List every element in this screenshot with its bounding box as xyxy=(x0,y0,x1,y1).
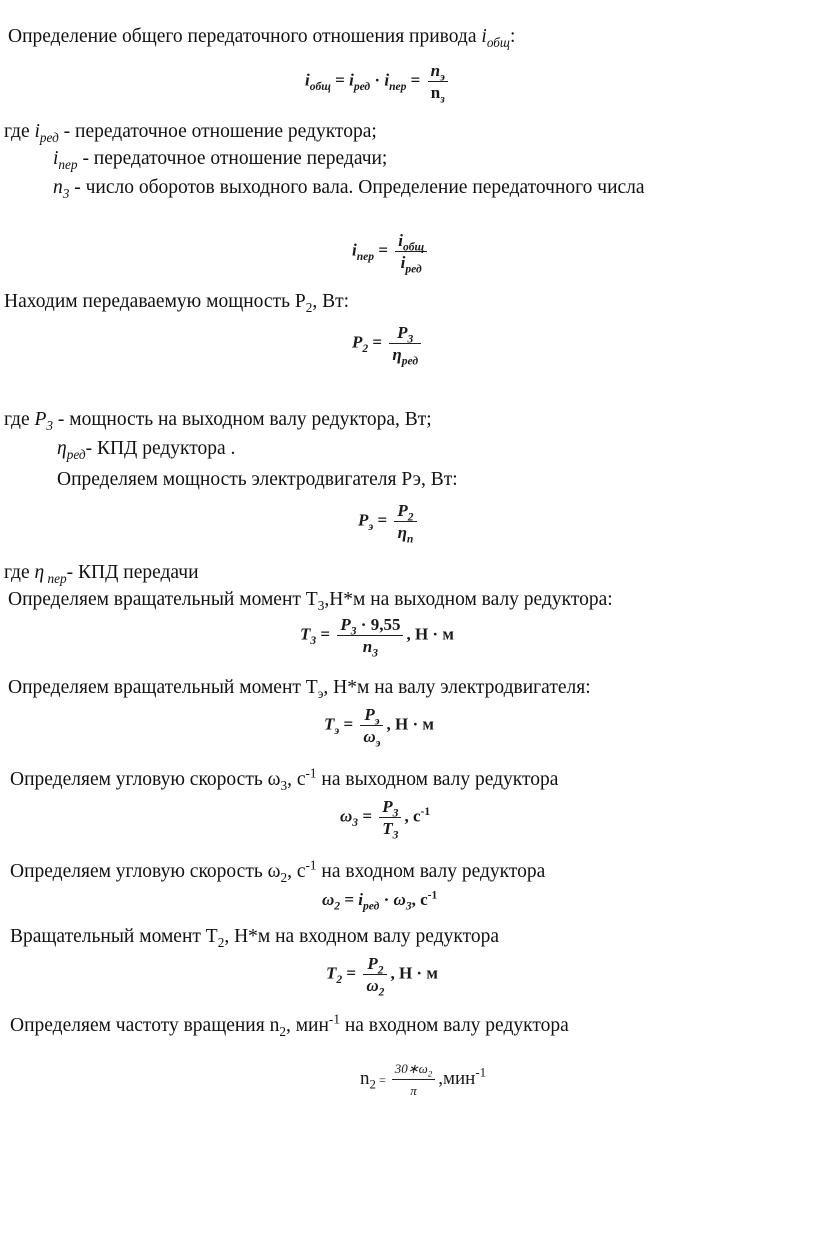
heading-torque-t3: Определяем вращательный момент $Т_3,Н*м$ на выходном валу редуктора: xyxy=(8,589,613,613)
def-n3: $n_3$ - число оборотов выходного вала. Определение передаточного числа xyxy=(53,177,645,201)
def-i-per: $i_{пер}$ - передаточное отношение передачи; xyxy=(53,148,388,172)
heading-omega2: Определяем угловую скорость $\omega_2$, $с^{-1}$ на входном валу редуктора xyxy=(10,857,546,885)
formula-n2: $n_2$ = $\frac{30∗\omega_2}{\pi}$ ,мин$^{-1}$ xyxy=(360,1058,486,1101)
def-p3: где $Р_3$ - мощность на выходном валу редуктора, Вт; xyxy=(4,409,432,433)
heading-omega3: Определяем угловую скорость $\omega_3$, $с^{-1}$ на выходном валу редуктора xyxy=(10,765,559,793)
formula-te: $T_э$ = $P_э$ $\omega_э$ , Н · м xyxy=(324,705,434,750)
formula-omega2: $\omega_2 = i_{ред} \cdot \omega_3$, $c^{-1}$ xyxy=(322,888,438,913)
formula-total-ratio: $i_{общ} = i_{ред} \cdot i_{пер}$ = $n_э$ $n_з$ xyxy=(305,60,451,103)
heading-motor-power: Определяем мощность электродвигателя Рэ, Вт: xyxy=(57,469,458,490)
def-eta-per: где η $_{пер}$- КПД передачи xyxy=(4,562,199,586)
def-i-red: где $i_{ред}$ - передаточное отношение редуктора; xyxy=(4,121,377,145)
formula-p2: $P_2$ = $P_3$ $\eta_{ред}$ xyxy=(352,322,424,365)
heading-power-p2: Находим передаваемую мощность $Р_2$, Вт: xyxy=(4,291,350,315)
formula-t3: $T_3$ = $\frac{P_3 \cdot 9,55}{n_3}$ , Н · м xyxy=(300,615,454,660)
heading-speed-n2: Определяем частоту вращения $n_2$, мин$^{-1}$ на входном валу редуктора xyxy=(10,1011,569,1039)
heading-torque-te: Определяем вращательный момент $Т_э$, Н*м на валу электродвигателя: xyxy=(8,677,591,701)
formula-omega3: $\omega_3$ = $\frac{P_3}{T_3}$ , $c^{-1}$ xyxy=(340,797,431,842)
heading-total-ratio: Определение общего передаточного отношения привода $i_{общ}$: xyxy=(8,26,516,50)
formula-i-per: $i_{пер}$ = $i_{общ}$ $i_{ред}$ xyxy=(352,230,430,273)
heading-torque-t2: Вращательный момент $Т_2$, Н*м на входном валу редуктора xyxy=(10,926,500,950)
def-eta-red: $\eta_{ред}-$ КПД редуктора . xyxy=(57,438,236,462)
formula-pe: $P_э$ = $P_2$ $\eta_п$ xyxy=(358,500,420,543)
formula-t2: $T_2$ = $\frac{P_2}{\omega_2}$ , Н · м xyxy=(326,954,438,999)
